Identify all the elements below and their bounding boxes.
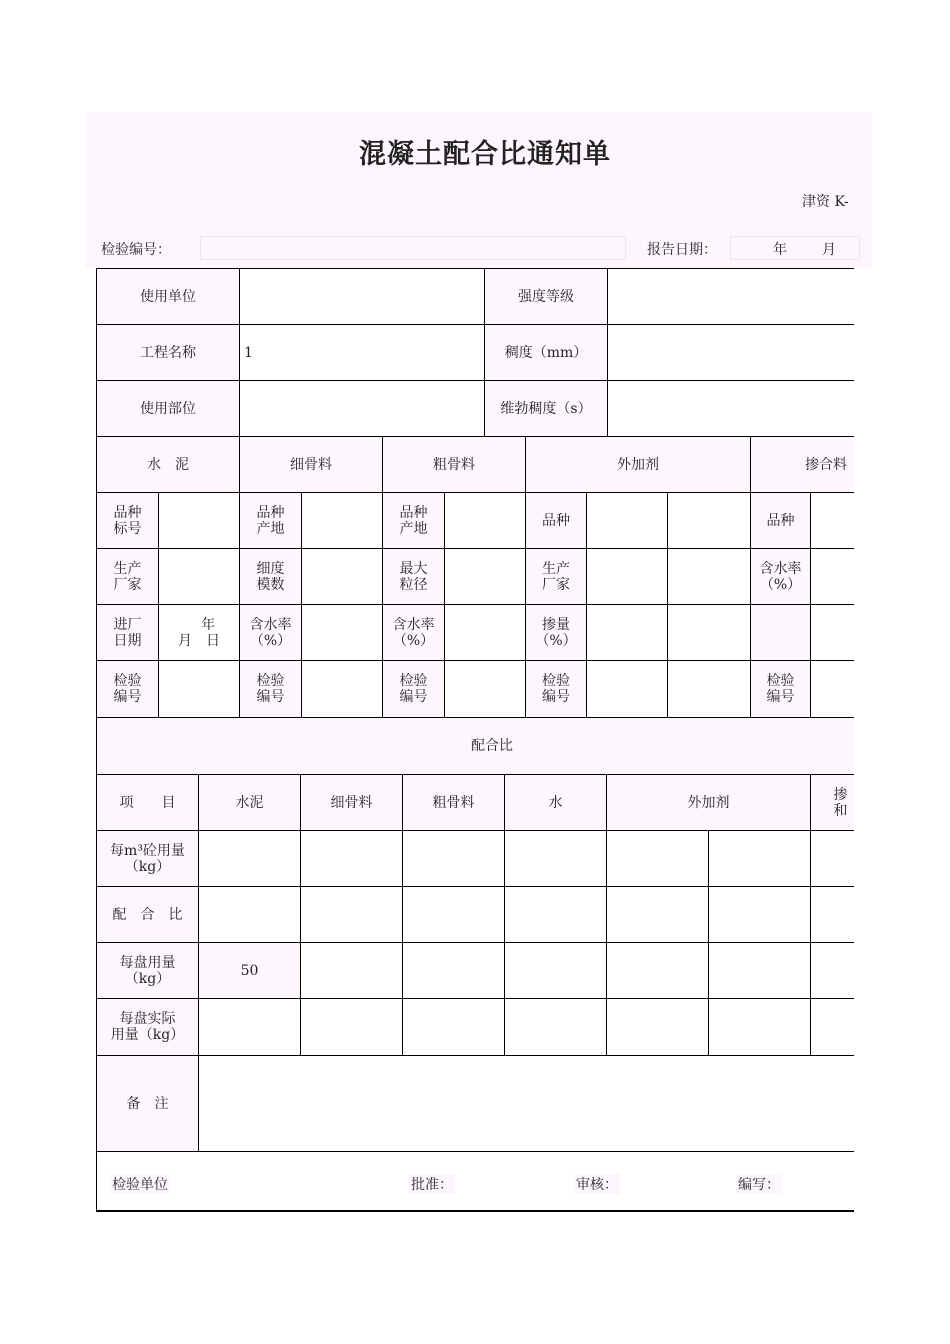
report-no-field[interactable]: [200, 236, 626, 260]
mix-row-cell[interactable]: [811, 943, 854, 998]
mix-row-cell[interactable]: [403, 943, 504, 998]
admix-blank-value[interactable]: [811, 605, 854, 660]
mix-row-cell[interactable]: [301, 999, 402, 1055]
mix-row-cell[interactable]: [505, 999, 606, 1055]
mix-row-cell[interactable]: [301, 887, 402, 942]
admix-moisture-value[interactable]: [811, 549, 854, 604]
cement-maker-value[interactable]: [159, 549, 239, 604]
date-month: 月: [822, 242, 836, 258]
coarse-test-no-label: 检验 编号: [383, 661, 444, 717]
remark-label: 备 注: [97, 1056, 198, 1151]
mix-row-cell[interactable]: [505, 831, 606, 886]
additive-type-value-1[interactable]: [587, 493, 667, 548]
coarse-aggregate-header: 粗骨料: [383, 437, 525, 492]
cement-header: 水 泥: [97, 437, 239, 492]
mix-header-additive: 外加剂: [607, 775, 810, 830]
cement-date-label: 进厂 日期: [97, 605, 158, 660]
fine-moisture-value[interactable]: [302, 605, 382, 660]
cement-type-value[interactable]: [159, 493, 239, 548]
strength-value[interactable]: [608, 269, 854, 324]
fine-modulus-value[interactable]: [302, 549, 382, 604]
cement-maker-label: 生产 厂家: [97, 549, 158, 604]
lab-unit-label: 检验单位: [110, 1174, 170, 1194]
approve-label: 批准：: [409, 1174, 455, 1194]
coarse-origin-label: 品种 产地: [383, 493, 444, 548]
vebe-label: 维勃稠度（s）: [485, 381, 607, 436]
admix-type-label: 品种: [751, 493, 810, 548]
mix-row-cell[interactable]: [811, 887, 854, 942]
mix-row-cell[interactable]: [811, 999, 854, 1055]
additive-dosage-value-2[interactable]: [668, 605, 750, 660]
coarse-test-no-value[interactable]: [445, 661, 525, 717]
cement-type-label: 品种 标号: [97, 493, 158, 548]
mix-header-fine: 细骨料: [301, 775, 402, 830]
mix-row-cell[interactable]: [607, 943, 708, 998]
admix-test-no-value[interactable]: [811, 661, 854, 717]
page-title: 混凝土配合比通知单: [359, 139, 611, 170]
use-unit-value[interactable]: [240, 269, 484, 324]
review-label: 审核：: [574, 1174, 620, 1194]
admixture-header: 掺合料: [751, 437, 854, 492]
additive-type-label: 品种: [526, 493, 586, 548]
write-label: 编写：: [736, 1174, 782, 1194]
mix-row-cell[interactable]: [403, 831, 504, 886]
use-unit-label: 使用单位: [97, 269, 239, 324]
mix-row-label: 每盘用量 （kg）: [97, 943, 198, 998]
report-date-label: 报告日期：: [647, 242, 717, 258]
admix-moisture-label: 含水率 （%）: [751, 549, 810, 604]
additive-header: 外加剂: [526, 437, 750, 492]
mix-header-water: 水: [505, 775, 606, 830]
additive-maker-value-1[interactable]: [587, 549, 667, 604]
report-date-field[interactable]: [730, 236, 860, 260]
mix-row-cell[interactable]: [505, 887, 606, 942]
coarse-max-size-label: 最大 粒径: [383, 549, 444, 604]
mix-row-label: 每m³砼用量 （kg）: [97, 831, 198, 886]
part-label: 使用部位: [97, 381, 239, 436]
fine-origin-value[interactable]: [302, 493, 382, 548]
additive-type-value-2[interactable]: [668, 493, 750, 548]
fine-test-no-label: 检验 编号: [240, 661, 301, 717]
fine-origin-label: 品种 产地: [240, 493, 301, 548]
mix-row-cell[interactable]: [709, 943, 810, 998]
mix-row-cell[interactable]: [607, 831, 708, 886]
mix-row-cement[interactable]: [199, 831, 300, 886]
cement-test-no-label: 检验 编号: [97, 661, 158, 717]
mix-row-cement[interactable]: 50: [199, 943, 300, 998]
mix-header-item: 项 目: [97, 775, 198, 830]
fine-aggregate-header: 细骨料: [240, 437, 382, 492]
mix-row-label: 配 合 比: [97, 887, 198, 942]
remark-value[interactable]: [199, 1056, 854, 1151]
coarse-moisture-value[interactable]: [445, 605, 525, 660]
mix-row-cell[interactable]: [607, 887, 708, 942]
slump-value[interactable]: [608, 325, 854, 380]
mix-row-cell[interactable]: [301, 943, 402, 998]
part-value[interactable]: [240, 381, 484, 436]
additive-test-no-value-1[interactable]: [587, 661, 667, 717]
mix-row-cell[interactable]: [403, 887, 504, 942]
mix-row-cell[interactable]: [301, 831, 402, 886]
additive-test-no-label: 检验 编号: [526, 661, 586, 717]
additive-test-no-value-2[interactable]: [668, 661, 750, 717]
mix-row-label: 每盘实际 用量（kg）: [97, 999, 198, 1055]
fine-modulus-label: 细度 模数: [240, 549, 301, 604]
report-no-label: 检验编号：: [101, 242, 171, 258]
project-value[interactable]: 1: [240, 325, 484, 380]
mix-header-cement: 水泥: [199, 775, 300, 830]
additive-maker-label: 生产 厂家: [526, 549, 586, 604]
slump-label: 稠度（mm）: [485, 325, 607, 380]
cement-test-no-value[interactable]: [159, 661, 239, 717]
mix-row-cell[interactable]: [403, 999, 504, 1055]
mix-row-cell[interactable]: [709, 887, 810, 942]
additive-dosage-value-1[interactable]: [587, 605, 667, 660]
mix-row-cement[interactable]: [199, 999, 300, 1055]
form-code: 津资 K-: [802, 194, 849, 210]
strength-label: 强度等级: [485, 269, 607, 324]
admix-test-no-label: 检验 编号: [751, 661, 810, 717]
fine-moisture-label: 含水率 （%）: [240, 605, 301, 660]
additive-dosage-label: 掺量 （%）: [526, 605, 586, 660]
fine-test-no-value[interactable]: [302, 661, 382, 717]
coarse-origin-value[interactable]: [445, 493, 525, 548]
project-label: 工程名称: [97, 325, 239, 380]
additive-maker-value-2[interactable]: [668, 549, 750, 604]
mix-section-title: 配合比: [97, 718, 854, 774]
mix-row-cell[interactable]: [709, 831, 810, 886]
mix-row-cell[interactable]: [811, 831, 854, 886]
mix-row-cell[interactable]: [607, 999, 708, 1055]
mix-row-cell[interactable]: [505, 943, 606, 998]
coarse-max-size-value[interactable]: [445, 549, 525, 604]
mix-row-cell[interactable]: [709, 999, 810, 1055]
cement-date-value[interactable]: 年 月 日: [159, 605, 239, 660]
vebe-value[interactable]: [608, 381, 854, 436]
admix-type-value[interactable]: [811, 493, 854, 548]
mix-row-cement[interactable]: [199, 887, 300, 942]
date-year: 年: [773, 242, 787, 258]
mix-header-coarse: 粗骨料: [403, 775, 504, 830]
admix-blank-label: [751, 605, 810, 660]
form-table: [96, 268, 854, 1212]
mix-header-admix: 掺和: [811, 775, 854, 830]
coarse-moisture-label: 含水率 （%）: [383, 605, 444, 660]
